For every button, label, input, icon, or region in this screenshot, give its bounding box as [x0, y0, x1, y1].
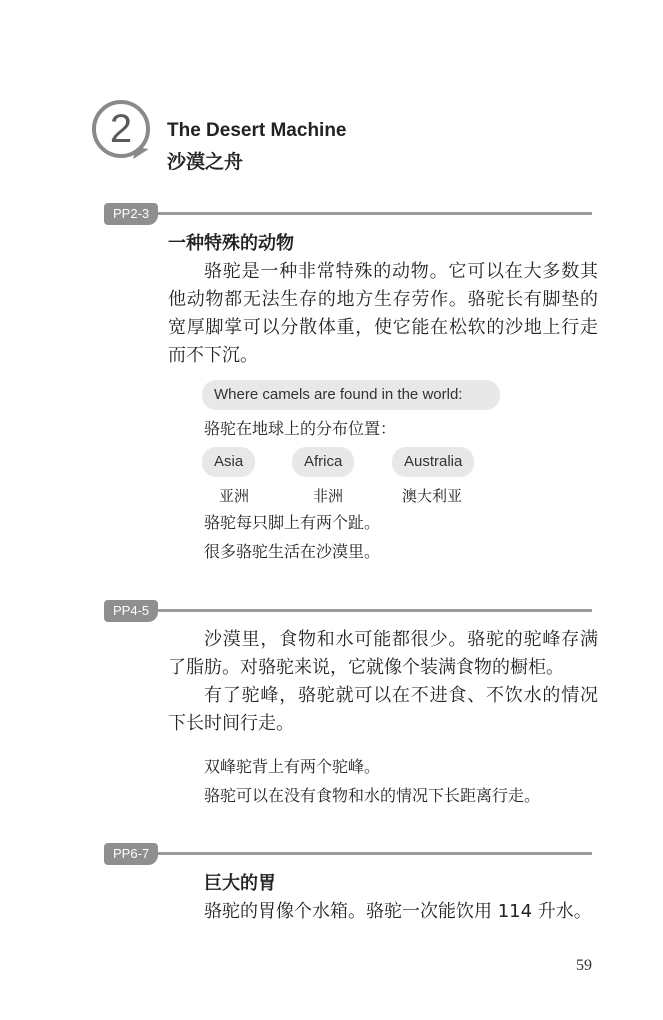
- place-pill-australia: Australia: [392, 447, 474, 477]
- note-line: 骆驼可以在没有食物和水的情况下长距离行走。: [204, 786, 541, 805]
- place-pill-asia: Asia: [202, 447, 255, 477]
- place-zh-asia: 亚洲: [219, 487, 250, 505]
- section-tag: PP6-7: [104, 843, 158, 865]
- section-paragraph: 有了驼峰，骆驼就可以在不进食、不饮水的情况下长时间行走。: [168, 685, 598, 734]
- section-tag: PP4-5: [104, 600, 158, 622]
- prompt-pill: Where camels are found in the world:: [202, 380, 500, 410]
- place-pill-africa: Africa: [292, 447, 354, 477]
- divider-line: [104, 212, 592, 215]
- note-line: 很多骆驼生活在沙漠里。: [204, 542, 381, 561]
- section-divider: [104, 203, 592, 225]
- divider-line: [104, 609, 592, 612]
- chapter-title-zh: 沙漠之舟: [167, 151, 244, 173]
- place-zh-australia: 澳大利亚: [402, 487, 463, 505]
- section-divider: [104, 843, 592, 865]
- page-number: 59: [576, 957, 592, 974]
- section-paragraph: 沙漠里，食物和水可能都很少。骆驼的驼峰存满了脂肪。对骆驼来说，它就像个装满食物的橱柜。: [168, 629, 598, 678]
- section-heading: 一种特殊的动物: [168, 233, 294, 254]
- note-line: 双峰驼背上有两个驼峰。: [204, 757, 381, 776]
- section-paragraph: 骆驼是一种非常特殊的动物。它可以在大多数其他动物都无法生存的地方生存劳作。骆驼长有脚垫的宽厚脚掌可以分散体重，使它能在松软的沙地上行走而不下沉。: [168, 261, 598, 366]
- place-zh-africa: 非洲: [313, 487, 344, 505]
- section-paragraph: 骆驼的胃像个水箱。骆驼一次能饮用 114 升水。: [204, 901, 592, 922]
- chapter-number: 2: [109, 107, 133, 151]
- divider-line: [104, 852, 592, 855]
- prompt-translation: 骆驼在地球上的分布位置：: [204, 419, 397, 438]
- note-line: 骆驼每只脚上有两个趾。: [204, 513, 381, 532]
- section-divider: [104, 600, 592, 622]
- section-heading: 巨大的胃: [204, 873, 276, 894]
- chapter-title-en: The Desert Machine: [167, 120, 347, 141]
- section-tag: PP2-3: [104, 203, 158, 225]
